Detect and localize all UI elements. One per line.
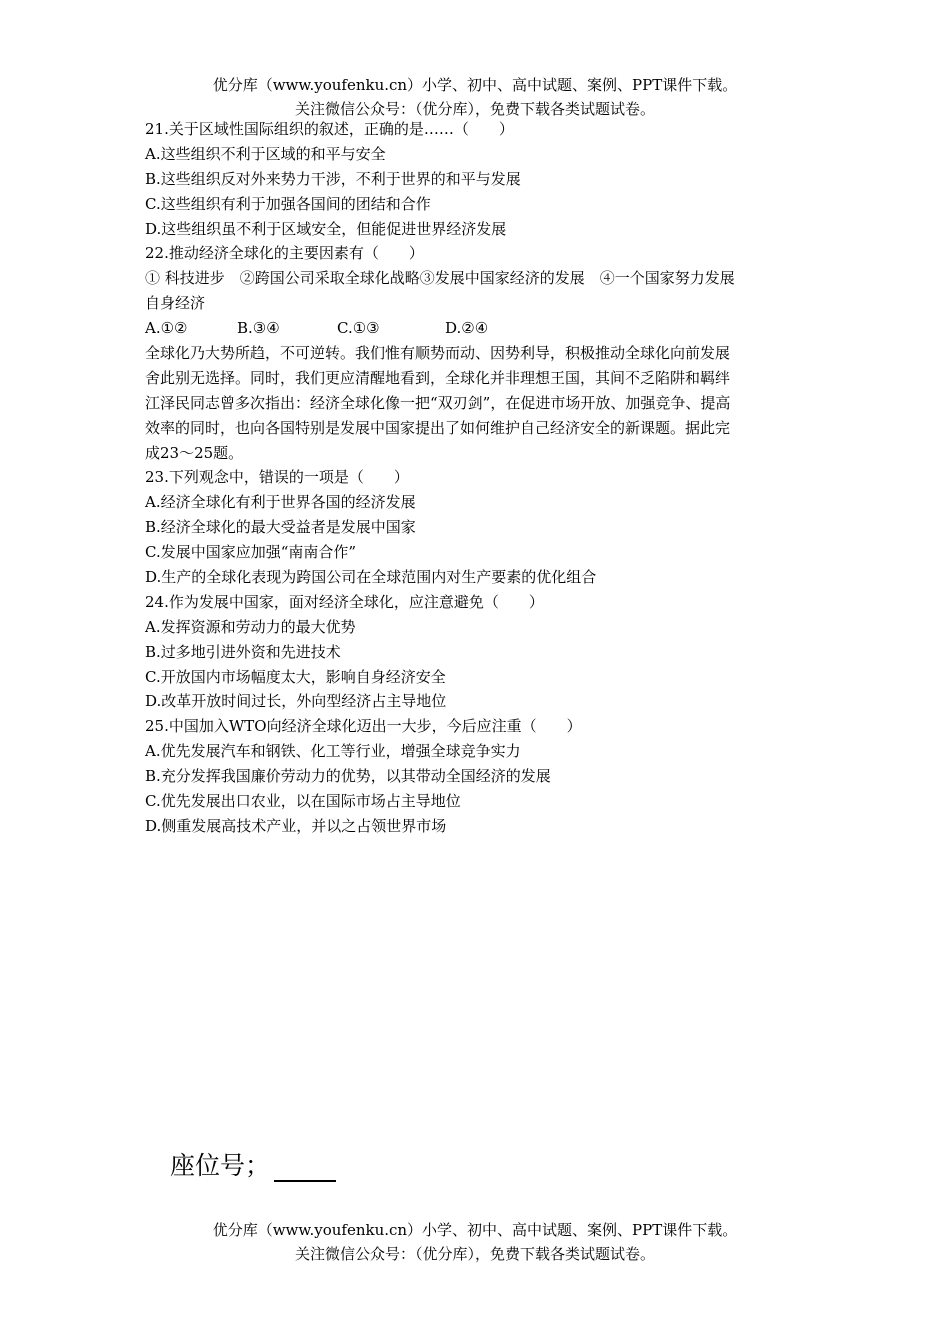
page-footer — [0, 1218, 950, 1266]
header-line-2: 关注微信公众号：（优分库），免费下载各类试题试卷。 — [294, 100, 655, 118]
option-b: B.③④ — [237, 319, 280, 338]
option-d: D.侧重发展高技术产业，并以之占领世界市场 — [145, 816, 447, 835]
option-a: A.优先发展汽车和钢铁、化工等行业，增强全球竞争实力 — [145, 742, 521, 761]
passage-line: 全球化乃大势所趋，不可逆转。我们惟有顺势而动、因势利导，积极推动全球化向前发展 — [145, 344, 731, 363]
question-items-line-2: 自身经济 — [145, 294, 206, 313]
question-stem: 23.下列观念中，错误的一项是（ ） — [145, 468, 409, 487]
option-d: D.②④ — [445, 319, 489, 338]
question-22 — [145, 241, 815, 341]
seat-number-blank — [274, 1154, 336, 1182]
question-stem: 24.作为发展中国家，面对经济全球化，应注意避免（ ） — [145, 592, 544, 611]
passage-line: 舍此别无选择。同时，我们更应清醒地看到，全球化并非理想王国，其间不乏陷阱和羁绊 — [145, 368, 731, 387]
page-header — [0, 73, 950, 121]
option-b: B.过多地引进外资和先进技术 — [145, 642, 341, 661]
option-a: A.经济全球化有利于世界各国的经济发展 — [145, 493, 416, 512]
option-a: A.①② — [145, 319, 188, 338]
option-c: C.这些组织有利于加强各国间的团结和合作 — [145, 194, 431, 213]
options-row — [145, 316, 815, 341]
seat-number — [170, 1146, 336, 1182]
option-c: C.开放国内市场幅度太大，影响自身经济安全 — [145, 667, 446, 686]
question-stem: 21.关于区域性国际组织的叙述，正确的是……（ ） — [145, 120, 514, 138]
option-b: B.经济全球化的最大受益者是发展中国家 — [145, 518, 416, 537]
option-c: C.①③ — [337, 319, 380, 338]
passage-line: 效率的同时，也向各国特别是发展中国家提出了如何维护自己经济安全的新课题。据此完 — [145, 418, 731, 437]
option-b: B.这些组织反对外来势力干涉，不利于世界的和平与发展 — [145, 169, 521, 188]
option-d: D.生产的全球化表现为跨国公司在全球范围内对生产要素的优化组合 — [145, 568, 597, 587]
footer-line-2: 关注微信公众号：（优分库），免费下载各类试题试卷。 — [294, 1245, 655, 1263]
passage-line: 成23～25题。 — [145, 443, 244, 462]
question-21 — [145, 117, 815, 241]
option-a: A.发挥资源和劳动力的最大优势 — [145, 617, 356, 636]
option-b: B.充分发挥我国廉价劳动力的优势，以其带动全国经济的发展 — [145, 767, 551, 786]
header-line-1: 优分库（www.youfenku.cn）小学、初中、高中试题、案例、PPT课件下载。 — [212, 76, 738, 94]
exam-content — [145, 117, 815, 839]
option-c: C.优先发展出口农业，以在国际市场占主导地位 — [145, 792, 461, 811]
question-stem: 25.中国加入WTO向经济全球化迈出一大步，今后应注重（ ） — [145, 717, 582, 736]
seat-number-label: 座位号； — [170, 1151, 271, 1180]
passage-line: 江泽民同志曾多次指出：经济全球化像一把“双刃剑”，在促进市场开放、加强竞争、提高 — [145, 393, 731, 412]
option-d: D.这些组织虽不利于区域安全，但能促进世界经济发展 — [145, 219, 507, 238]
question-items-line-1: ① 科技进步 ②跨国公司采取全球化战略③发展中国家经济的发展 ④一个国家努力发展 — [145, 269, 735, 288]
footer-line-1: 优分库（www.youfenku.cn）小学、初中、高中试题、案例、PPT课件下载。 — [212, 1221, 738, 1239]
question-25 — [145, 714, 815, 838]
question-24 — [145, 590, 815, 714]
question-stem: 22.推动经济全球化的主要因素有（ ） — [145, 244, 424, 263]
reading-passage — [145, 341, 815, 465]
option-a: A.这些组织不利于区域的和平与安全 — [145, 144, 386, 163]
option-c: C.发展中国家应加强“南南合作” — [145, 543, 357, 562]
question-23 — [145, 465, 815, 589]
option-d: D.改革开放时间过长，外向型经济占主导地位 — [145, 692, 447, 711]
